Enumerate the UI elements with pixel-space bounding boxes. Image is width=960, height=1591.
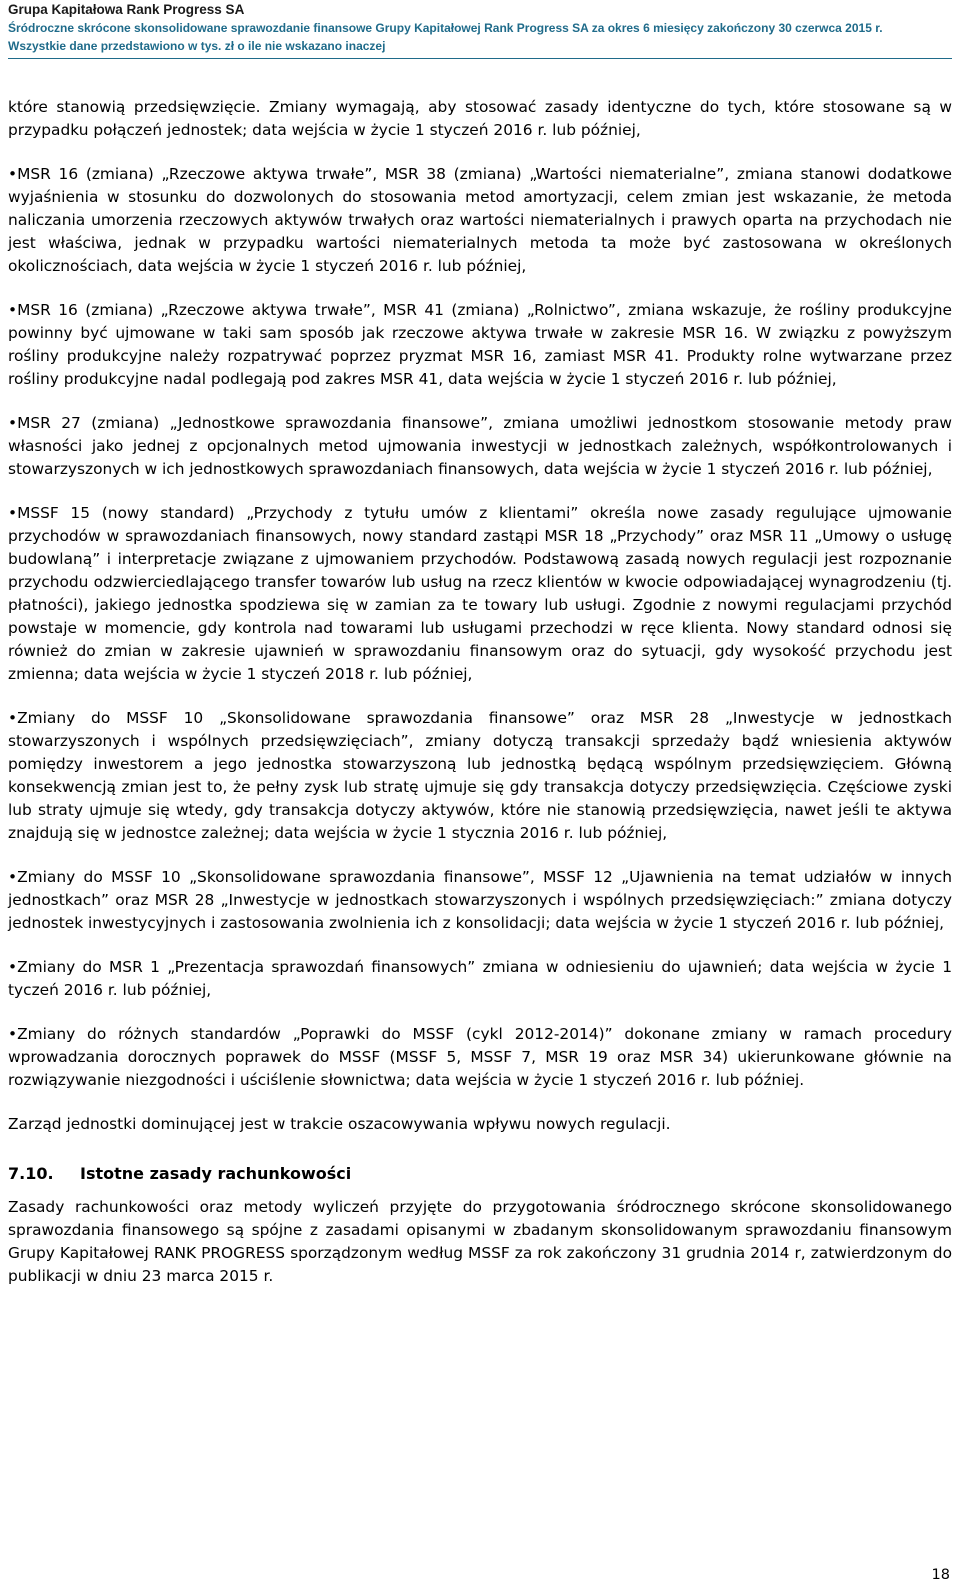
bullet-item-annual-improvements: •Zmiany do różnych standardów „Poprawki do MSSF (cykl 2012-2014)” dokonane zmiany w ramach procedury wprowadzania dorocznych poprawek do MSSF (MSSF 5, MSSF 7, MSR 19 oraz MSR 34) ukierunkowane głównie na rozwiązywanie niezgodności i uściślenie słownictwa; data wejścia w życie 1 styczeń 2016 r. lub później. xyxy=(8,1025,952,1089)
currency-note: Wszystkie dane przedstawiono w tys. zł o ile nie wskazano inaczej xyxy=(8,39,386,53)
section-heading xyxy=(8,1162,952,1185)
section-paragraph: Zasady rachunkowości oraz metody wyliczeń przyjęte do przygotowania śródrocznego skrócone skonsolidowanego sprawozdania finansowego są spójne z zasadami opisanymi w zbadanym skonsolidowanym sprawozdaniu finansowym Grupy Kapitałowej RANK PROGRESS sporządzonym według MSSF za rok zakończony 31 grudnia 2014 r, zatwierdzonym do publikacji w dniu 23 marca 2015 r. xyxy=(8,1198,952,1285)
page-number: 18 xyxy=(931,1567,950,1583)
management-note: Zarząd jednostki dominującej jest w trakcie oszacowywania wpływu nowych regulacji. xyxy=(8,1115,671,1133)
continuation-paragraph: które stanowią przedsięwzięcie. Zmiany wymagają, aby stosować zasady identyczne do tych, które stosowane są w przypadku połączeń jednostek; data wejścia w życie 1 styczeń 2016 r. lub później, xyxy=(8,98,952,139)
bullet-item-mssf10-msr28: •Zmiany do MSSF 10 „Skonsolidowane sprawozdania finansowe” oraz MSR 28 „Inwestycje w jednostkach stowarzyszonych i wspólnych przedsięwzięciach”, zmiany dotyczą transakcji sprzedaży bądź wniesienia aktywów pomiędzy inwestorem a jego jednostka stowarzyszoną lub jednostką będącą wspólnym przedsięwzięciem. Główną konsekwencją zmian jest to, że pełny zysk lub stratę ujmuje się gdy transakcja dotyczy przedsięwzięcia. Częściowe zyski lub straty ujmuje się wtedy, gdy transakcja dotyczy aktywów, które nie stanowią przedsięwzięcia, nawet jeśli te aktywa znajdują się w jednostce zależnej; data wejścia w życie 1 stycznia 2016 r. lub później, xyxy=(8,709,952,842)
bullet-item-mssf10-mssf12-msr28: •Zmiany do MSSF 10 „Skonsolidowane sprawozdania finansowe”, MSSF 12 „Ujawnienia na temat udziałów w innych jednostkach” oraz MSR 28 „Inwestycje w jednostkach stowarzyszonych i wspólnych przedsięwzięciach:” zmiana dotyczy jednostek inwestycyjnych i zastosowania zwolnienia ich z konsolidacji; data wejścia w życie 1 styczeń 2016 r. lub później, xyxy=(8,868,952,932)
report-title: Śródroczne skrócone skonsolidowane sprawozdanie finansowe Grupy Kapitałowej Rank Progress SA za okres 6 miesięcy zakończony 30 czerwca 2015 r. xyxy=(8,21,883,35)
page-header xyxy=(8,0,952,55)
bullet-item-msr1: •Zmiany do MSR 1 „Prezentacja sprawozdań finansowych” zmiana w odniesieniu do ujawnień; data wejścia w życie 1 tyczeń 2016 r. lub później, xyxy=(8,958,952,999)
bullet-item-mssf15: •MSSF 15 (nowy standard) „Przychody z tytułu umów z klientami” określa nowe zasady regulujące ujmowanie przychodów w sprawozdaniach finansowych, nowy standard zastąpi MSR 18 „Przychody” oraz MSR 11 „Umowy o usługę budowlaną” i interpretacje związane z ujmowaniem przychodów. Podstawową zasadą nowych regulacji jest rozpoznanie przychodu odzwierciedlającego transfer towarów lub usług na rzecz klientów w kwocie odpowiadającej wynagrodzeniu (tj. płatności), jakiego jednostka spodziewa się w zamian za te towary lub usługi. Zgodnie z nowymi regulacjami przychód powstaje w momencie, gdy kontrola nad towarami lub usługami przechodzi w ręce klienta. Nowy standard odnosi się również do zmian w zakresie ujawnień w sprawozdaniu finansowym oraz do sytuacji, gdy wysokość przychodu jest zmienna; data wejścia w życie 1 styczeń 2018 r. lub później, xyxy=(8,504,952,683)
bullet-item-msr16-msr38: •MSR 16 (zmiana) „Rzeczowe aktywa trwałe”, MSR 38 (zmiana) „Wartości niematerialne”, zmiana stanowi dodatkowe wyjaśnienia w stosunku do dozwolonych do stosowania metod amortyzacji, celem zmian jest wskazanie, że metoda naliczania umorzenia rzeczowych aktywów trwałych oraz wartości niematerialnych i prawych oparta na przychodach nie jest właściwa, jednak w przypadku wartości niematerialnych metoda ta może być zastosowana w określonych okolicznościach, data wejścia w życie 1 styczeń 2016 r. lub później, xyxy=(8,165,952,275)
bullet-item-msr27: •MSR 27 (zmiana) „Jednostkowe sprawozdania finansowe”, zmiana umożliwi jednostkom stosowanie metody praw własności jako jednej z opcjonalnych metod ujmowania inwestycji w jednostkach zależnych, współkontrolowanych i stowarzyszonych w ich jednostkowych sprawozdaniach finansowych, data wejścia w życie 1 styczeń 2016 r. lub później, xyxy=(8,414,952,478)
section-number: 7.10. xyxy=(8,1164,54,1183)
document-body xyxy=(8,96,952,1288)
section-title: Istotne zasady rachunkowości xyxy=(80,1164,352,1183)
company-name: Grupa Kapitałowa Rank Progress SA xyxy=(8,2,245,17)
header-divider xyxy=(8,58,952,59)
bullet-item-msr16-msr41: •MSR 16 (zmiana) „Rzeczowe aktywa trwałe”, MSR 41 (zmiana) „Rolnictwo”, zmiana wskazuje, że rośliny produkcyjne powinny być ujmowane w taki sam sposób jak rzeczowe aktywa trwałe w zakresie MSR 16. W związku z powyższym rośliny produkcyjne należy rozpatrywać poprzez pryzmat MSR 16, zamiast MSR 41. Produkty rolne wytwarzane przez rośliny produkcyjne nadal podlegają pod zakres MSR 41, data wejścia w życie 1 styczeń 2016 r. lub później, xyxy=(8,301,952,388)
